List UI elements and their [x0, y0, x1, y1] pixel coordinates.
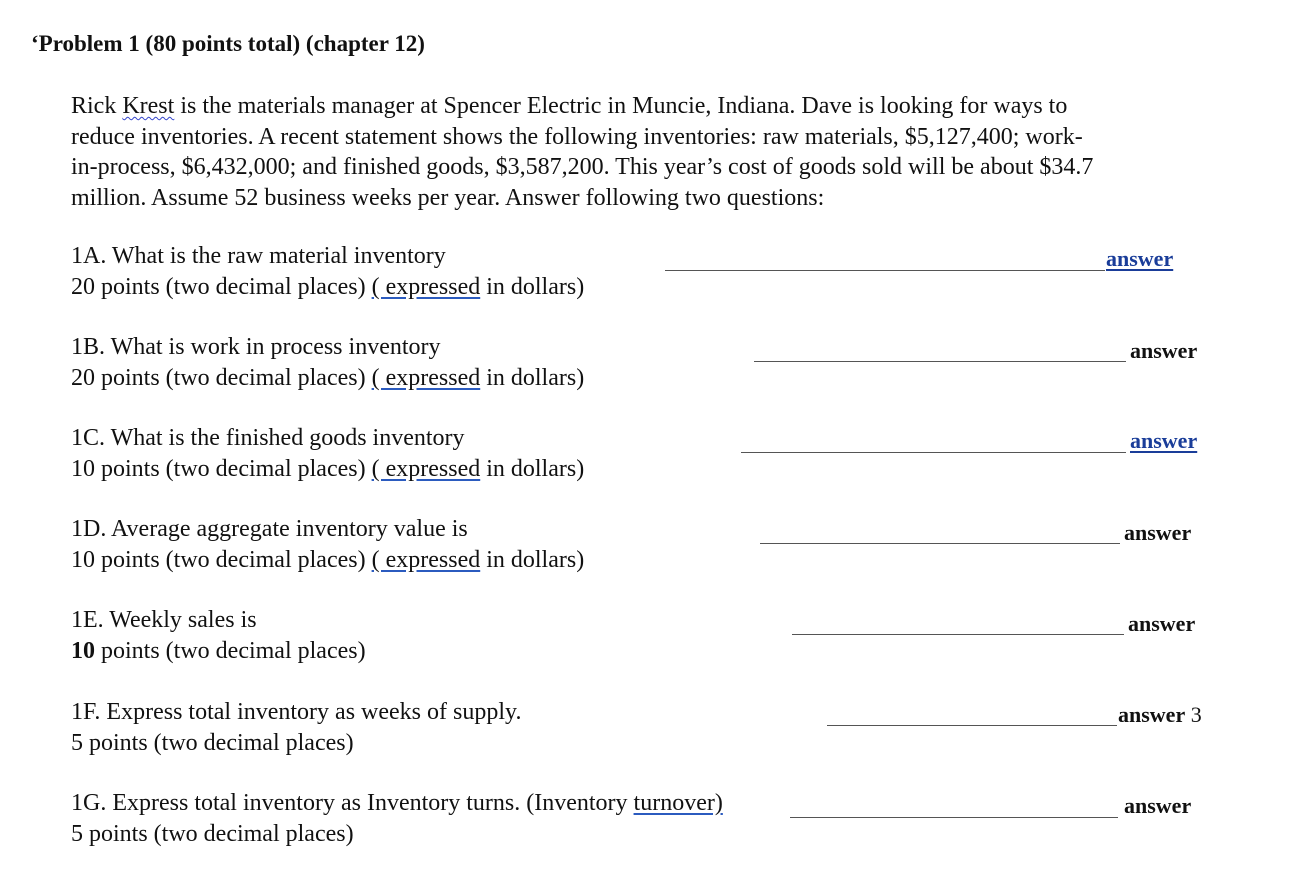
- question-1c: [71, 423, 584, 485]
- question-1e: [71, 605, 366, 667]
- answer-line: [665, 270, 1105, 271]
- answer-line: [792, 634, 1124, 635]
- hyperlink-text[interactable]: turnover): [633, 790, 723, 816]
- answer-label-1g: answer: [1124, 793, 1192, 818]
- question-1b: [71, 332, 584, 394]
- problem-title: ‘Problem 1 (80 points total) (chapter 12): [31, 31, 425, 56]
- question-1a: [71, 241, 584, 303]
- answer-link-1c[interactable]: answer: [1130, 428, 1198, 453]
- question-points: 10 points (two decimal places) ( expressed in dollars): [71, 456, 585, 482]
- question-points: 5 points (two decimal places): [71, 821, 354, 847]
- question-label: 1B. What is work in process inventory: [71, 334, 441, 360]
- question-label: 1F. Express total inventory as weeks of supply.: [71, 699, 522, 725]
- statement-line: in-process, $6,432,000; and finished goods, $3,587,200. This year’s cost of goods sold will be about $34.7: [71, 154, 1094, 180]
- answer-label-1f: answer 3: [1118, 702, 1202, 727]
- answer-label-1e: answer: [1128, 611, 1196, 636]
- hyperlink-text[interactable]: ( expressed: [371, 365, 481, 391]
- question-1g: [71, 788, 723, 850]
- question-1f: [71, 697, 521, 759]
- statement-line: million. Assume 52 business weeks per year. Answer following two questions:: [71, 184, 825, 211]
- hyperlink-text[interactable]: ( expressed: [371, 456, 481, 482]
- question-points: 10 points (two decimal places) ( expressed in dollars): [71, 547, 585, 573]
- question-points: 5 points (two decimal places): [71, 730, 354, 756]
- question-label: 1D. Average aggregate inventory value is: [71, 516, 468, 542]
- answer-label-1b: answer: [1130, 338, 1198, 363]
- answer-line: [760, 543, 1120, 544]
- statement-line: reduce inventories. A recent statement shows the following inventories: raw materials, $5,127,400; work-: [71, 123, 1083, 150]
- question-label: 1A. What is the raw material inventory: [71, 243, 446, 269]
- answer-line: [827, 725, 1117, 726]
- question-label: 1C. What is the finished goods inventory: [71, 425, 465, 451]
- hyperlink-text[interactable]: ( expressed: [371, 547, 481, 573]
- question-points: 20 points (two decimal places) ( expressed in dollars): [71, 274, 585, 300]
- question-points: 10 points (two decimal places): [71, 638, 366, 664]
- question-1d: [71, 514, 584, 576]
- answer-line: [741, 452, 1126, 453]
- answer-label-1d: answer: [1124, 520, 1192, 545]
- answer-link-1a[interactable]: answer: [1106, 246, 1174, 271]
- hyperlink-text[interactable]: ( expressed: [371, 274, 481, 300]
- problem-statement: [71, 91, 1231, 213]
- spellcheck-word: Krest: [122, 93, 175, 119]
- question-points: 20 points (two decimal places) ( expressed in dollars): [71, 365, 585, 391]
- question-label: 1E. Weekly sales is: [71, 607, 257, 633]
- answer-line: [754, 361, 1126, 362]
- answer-line: [790, 817, 1118, 818]
- statement-line: Rick Krest is the materials manager at Spencer Electric in Muncie, Indiana. Dave is looking for ways to: [71, 93, 1068, 119]
- question-label: 1G. Express total inventory as Inventory turns. (Inventory turnover): [71, 790, 723, 816]
